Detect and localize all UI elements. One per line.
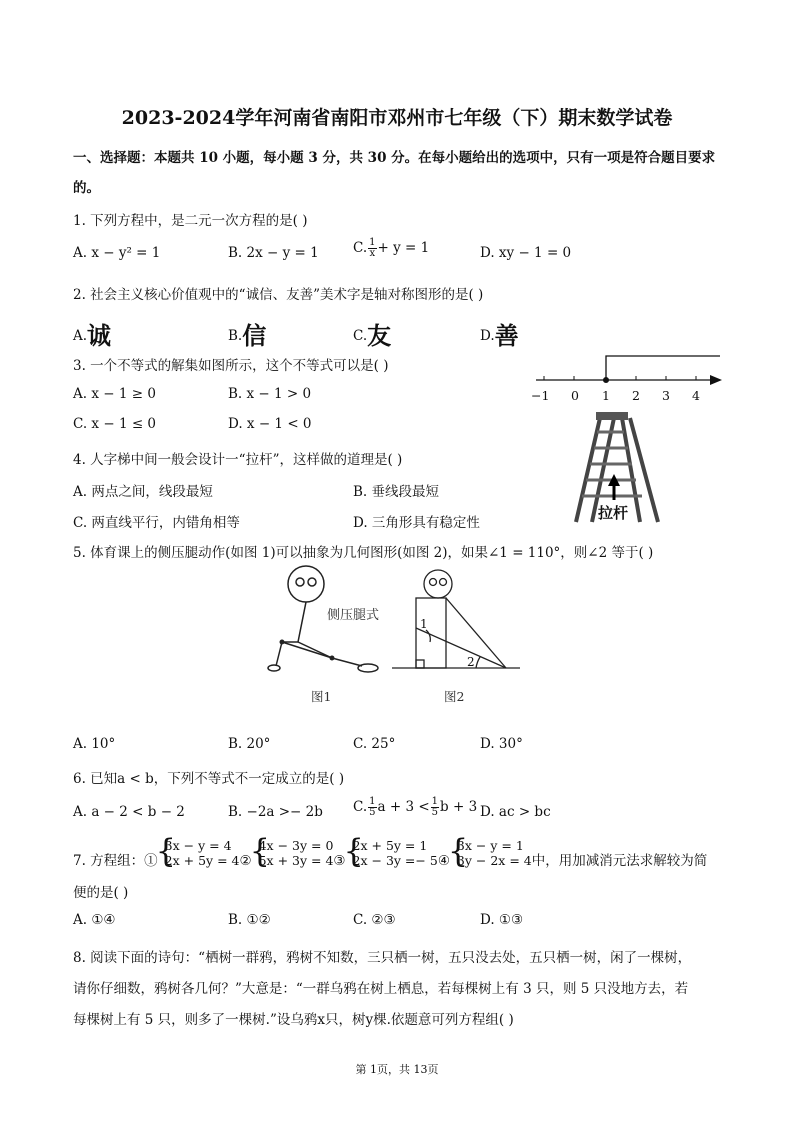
- q2-stem: 2. 社会主义核心价值观中的“诚信、友善”美术字是轴对称图形的是( ): [73, 287, 484, 303]
- axis-label: 3: [662, 388, 670, 403]
- q2-a-label: A.: [73, 328, 88, 344]
- q7-system2: [252, 838, 334, 868]
- q6-c-suffix: b + 3: [440, 799, 478, 815]
- q7-suffix: 中，用加减消元法求解较为简: [531, 852, 708, 869]
- q2-c-label: C.: [353, 328, 368, 344]
- q4-option-c: C. 两直线平行，内错角相等: [73, 515, 240, 531]
- q7-mark4: ④: [437, 852, 450, 869]
- q5-option-a: A. 10°: [73, 736, 116, 752]
- q6-option-b: B. −2a >− 2b: [228, 804, 323, 820]
- q7-prefix: 7. 方程组：: [73, 852, 145, 869]
- page-footer: 第 1页，共 13页: [355, 1063, 439, 1076]
- q7-option-a: A. ①④: [73, 912, 116, 928]
- arrow-icon: [710, 375, 722, 385]
- q7-s1-eq1: { 3x − y = 4: [164, 838, 232, 853]
- q7-s4-eq1: { 3x − y = 1: [456, 838, 524, 853]
- q3-option-a: A. x − 1 ≥ 0: [73, 386, 156, 402]
- solid-point: [603, 377, 609, 383]
- fig2-caption: 图2: [444, 689, 465, 704]
- q8-line1: 8. 阅读下面的诗句：“栖树一群鸦，鸦树不知数，三只栖一树，五只没去处，五只栖一树，闲了一棵树，: [73, 950, 692, 966]
- q2-b-label: B.: [228, 328, 243, 344]
- q2-option-c: [353, 312, 392, 350]
- q7-system4: [450, 838, 532, 868]
- q1-c-suffix: + y = 1: [377, 240, 430, 256]
- q7-s3-eq1: { 2x + 5y = 1: [352, 838, 428, 853]
- q7-option-d: D. ①③: [480, 912, 524, 928]
- page-title: 2023-2024学年河南省南阳市邓州市七年级（下）期末数学试卷: [121, 107, 673, 129]
- q6-c-fraction2: [431, 797, 439, 818]
- q7-system1: [158, 838, 240, 868]
- q6-option-a: A. a − 2 < b − 2: [73, 804, 185, 820]
- q1-stem: 1. 下列方程中，是二元一次方程的是( ): [73, 213, 308, 229]
- fig1-caption: 图1: [311, 689, 332, 704]
- q1-option-d: D. xy − 1 = 0: [480, 245, 572, 261]
- number-line-figure: [530, 348, 730, 410]
- q2-b-char: 信: [242, 322, 267, 350]
- q7-system3: [346, 838, 438, 868]
- axis-label: 0: [571, 388, 579, 403]
- q7-option-b: B. ①②: [228, 912, 271, 928]
- q6-option-d: D. ac > bc: [480, 804, 551, 820]
- q1-c-den: x: [369, 248, 376, 259]
- solution-bracket: [606, 356, 720, 380]
- q1-option-c: [353, 238, 429, 259]
- q6-c-mid: a + 3 <: [377, 799, 430, 815]
- q7-s2-eq1: { 4x − 3y = 0: [258, 838, 334, 853]
- q5-figures: [262, 562, 532, 682]
- q2-d-label: D.: [480, 328, 495, 344]
- pull-rod-label: 拉杆: [598, 504, 629, 522]
- axis-label: 1: [602, 388, 610, 403]
- figure2-drawing: [392, 570, 520, 668]
- q4-option-a: A. 两点之间，线段最短: [73, 484, 213, 500]
- q7-line1: [73, 838, 707, 868]
- q3-option-c: C. x − 1 ≤ 0: [73, 416, 157, 432]
- q1-c-fraction: [368, 238, 376, 259]
- q5-option-b: B. 20°: [228, 736, 271, 752]
- q1-option-a: A. x − y² = 1: [73, 245, 161, 261]
- q3-option-b: B. x − 1 > 0: [228, 386, 312, 402]
- q7-mark1: ①: [144, 852, 158, 869]
- q8-line3: 每棵树上有 5 只，则多了一棵树.”设乌鸦x只，树y棵.依题意可列方程组( ): [73, 1012, 514, 1028]
- section-heading-cont: 的。: [73, 180, 100, 196]
- q6-c-den2: 5: [431, 807, 439, 818]
- angle2-label: 2: [467, 655, 475, 669]
- q6-c-prefix: C.: [353, 799, 368, 815]
- q6-c-num: 1: [369, 796, 376, 807]
- q2-option-d: [480, 312, 519, 350]
- q3-stem: 3. 一个不等式的解集如图所示，这个不等式可以是( ): [73, 358, 389, 374]
- q6-c-fraction: [368, 797, 376, 818]
- q7-mark2: ②: [239, 852, 252, 869]
- q2-option-a: [73, 312, 112, 350]
- section-heading: 一、选择题：本题共 10 小题，每小题 3 分，共 30 分。在每小题给出的选项中，只有一项是符合题目要求: [73, 150, 716, 166]
- q4-stem: 4. 人字梯中间一般会设计一“拉杆”，这样做的道理是( ): [73, 452, 403, 468]
- angle1-label: 1: [420, 617, 428, 631]
- q7-option-c: C. ②③: [353, 912, 396, 928]
- q2-d-char: 善: [494, 322, 519, 350]
- q7-s4-eq2: 3y − 2x = 4: [456, 853, 532, 868]
- fig1-label: 侧压腿式: [327, 608, 380, 623]
- q7-mark3: ③: [333, 852, 346, 869]
- q6-c-num2: 1: [431, 796, 439, 807]
- q6-option-c: [353, 797, 477, 818]
- q7-s2-eq2: 5x + 3y = 4: [258, 853, 334, 868]
- q4-option-b: B. 垂线段最短: [353, 484, 440, 500]
- q7-line2: 便的是( ): [73, 885, 129, 901]
- q6-c-den: 5: [369, 807, 376, 818]
- q4-option-d: D. 三角形具有稳定性: [353, 515, 480, 531]
- axis-label: 2: [632, 388, 640, 403]
- q7-s3-eq2: 2x − 3y =− 5: [352, 853, 438, 868]
- q3-option-d: D. x − 1 < 0: [228, 416, 312, 432]
- q1-c-prefix: C.: [353, 240, 368, 256]
- q2-a-char: 诚: [87, 322, 112, 350]
- q2-option-b: [228, 312, 267, 350]
- axis-label: −1: [531, 388, 550, 403]
- q1-c-num: 1: [369, 237, 376, 248]
- q8-line2: 请你仔细数，鸦树各几何？”大意是：“一群乌鸦在树上栖息，若每棵树上有 3 只，则 5 只没地方去，若: [73, 981, 689, 997]
- q1-option-b: B. 2x − y = 1: [228, 245, 319, 261]
- q6-stem: 6. 已知a < b，下列不等式不一定成立的是( ): [73, 771, 345, 787]
- axis-label: 4: [692, 388, 700, 403]
- q5-option-d: D. 30°: [480, 736, 523, 752]
- q2-c-char: 友: [367, 322, 392, 350]
- q5-option-c: C. 25°: [353, 736, 396, 752]
- q7-s1-eq2: 2x + 5y = 4: [164, 853, 240, 868]
- q5-stem: 5. 体育课上的侧压腿动作(如图 1)可以抽象为几何图形(如图 2)，如果∠1 = 110°，则∠2 等于( ): [73, 545, 654, 561]
